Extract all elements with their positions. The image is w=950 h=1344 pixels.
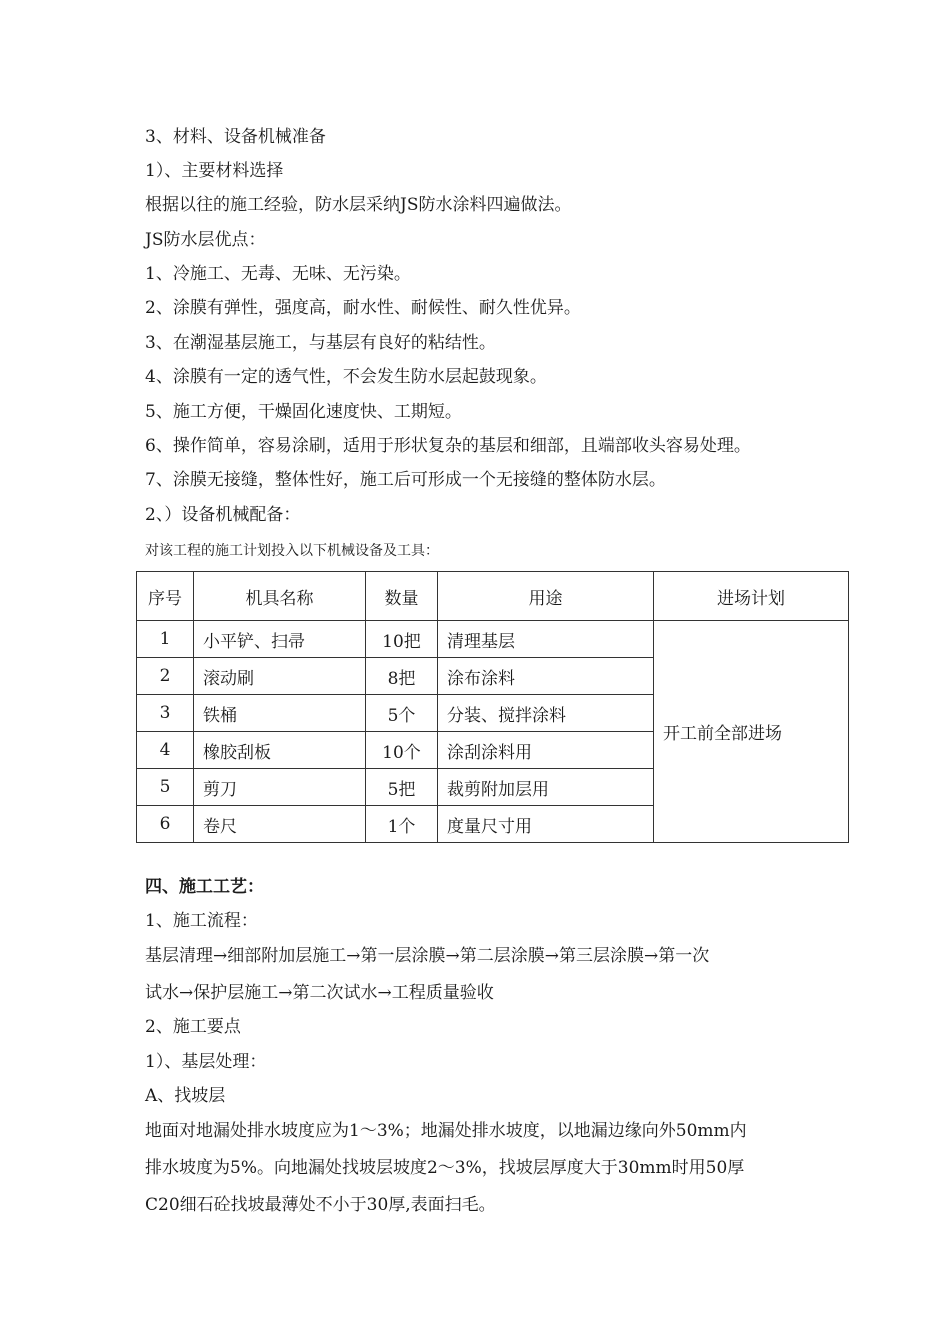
- flow-text-line: 基层清理→细部附加层施工→第一层涂膜→第二层涂膜→第三层涂膜→第一次: [145, 946, 710, 966]
- base-treatment-heading: 1）、基层处理：: [145, 1052, 267, 1072]
- header-no: 序号: [137, 572, 194, 621]
- cell-use: 裁剪附加层用: [438, 769, 654, 806]
- cell-tool-name: 铁桶: [194, 695, 366, 732]
- points-heading: 2、施工要点: [145, 1017, 241, 1037]
- cell-no: 4: [137, 732, 194, 769]
- slope-text-line: C20细石砼找坡最薄处不小于30厚,表面扫毛。: [145, 1195, 496, 1215]
- flow-text-line: 试水→保护层施工→第二次试水→工程质量验收: [145, 983, 494, 1003]
- advantage-item: 7、涂膜无接缝，整体性好，施工后可形成一个无接缝的整体防水层。: [145, 470, 666, 490]
- slope-text-line: 地面对地漏处排水坡度应为1～3%；地漏处排水坡度，以地漏边缘向外50mm内: [145, 1121, 747, 1141]
- cell-quantity: 1个: [366, 806, 438, 843]
- header-tool-name: 机具名称: [194, 572, 366, 621]
- cell-quantity: 8把: [366, 658, 438, 695]
- cell-tool-name: 剪刀: [194, 769, 366, 806]
- cell-tool-name: 卷尺: [194, 806, 366, 843]
- section-heading-process: 四、施工工艺：: [145, 877, 264, 897]
- slope-text-line: 排水坡度为5%。向地漏处找坡层坡度2～3%，找坡层厚度大于30mm时用50厚: [145, 1158, 745, 1178]
- cell-no: 1: [137, 621, 194, 658]
- cell-quantity: 5个: [366, 695, 438, 732]
- materials-intro: 根据以往的施工经验，防水层采纳JS防水涂料四遍做法。: [145, 195, 572, 215]
- cell-use: 清理基层: [438, 621, 654, 658]
- header-use: 用途: [438, 572, 654, 621]
- advantage-item: 5、施工方便，干燥固化速度快、工期短。: [145, 402, 462, 422]
- advantages-heading: JS防水层优点：: [145, 230, 266, 250]
- cell-tool-name: 橡胶刮板: [194, 732, 366, 769]
- subheading-equipment: 2、）设备机械配备：: [145, 505, 301, 525]
- cell-no: 2: [137, 658, 194, 695]
- table-header-row: [137, 572, 849, 621]
- cell-quantity: 5把: [366, 769, 438, 806]
- cell-quantity: 10把: [366, 621, 438, 658]
- cell-plan: 开工前全部进场: [654, 621, 849, 843]
- section-heading-materials: 3、材料、设备机械准备: [145, 127, 326, 147]
- flow-heading: 1、施工流程：: [145, 911, 258, 931]
- cell-tool-name: 滚动刷: [194, 658, 366, 695]
- table-caption: 对该工程的施工计划投入以下机械设备及工具：: [145, 543, 439, 559]
- cell-no: 3: [137, 695, 194, 732]
- advantage-item: 1、冷施工、无毒、无味、无污染。: [145, 264, 411, 284]
- advantage-item: 6、操作简单，容易涂刷，适用于形状复杂的基层和细部，且端部收头容易处理。: [145, 436, 751, 456]
- table-row: [137, 621, 849, 658]
- cell-quantity: 10个: [366, 732, 438, 769]
- slope-layer-heading: A、找坡层: [145, 1086, 226, 1106]
- equipment-table: [136, 571, 849, 843]
- cell-use: 涂布涂料: [438, 658, 654, 695]
- cell-tool-name: 小平铲、扫帚: [194, 621, 366, 658]
- subheading-main-materials: 1）、主要材料选择: [145, 161, 284, 181]
- cell-use: 涂刮涂料用: [438, 732, 654, 769]
- cell-use: 度量尺寸用: [438, 806, 654, 843]
- header-plan: 进场计划: [654, 572, 849, 621]
- advantage-item: 2、涂膜有弹性，强度高，耐水性、耐候性、耐久性优异。: [145, 298, 581, 318]
- advantage-item: 3、在潮湿基层施工，与基层有良好的粘结性。: [145, 333, 496, 353]
- cell-use: 分装、搅拌涂料: [438, 695, 654, 732]
- cell-no: 6: [137, 806, 194, 843]
- advantage-item: 4、涂膜有一定的透气性，不会发生防水层起鼓现象。: [145, 367, 547, 387]
- cell-no: 5: [137, 769, 194, 806]
- header-quantity: 数量: [366, 572, 438, 621]
